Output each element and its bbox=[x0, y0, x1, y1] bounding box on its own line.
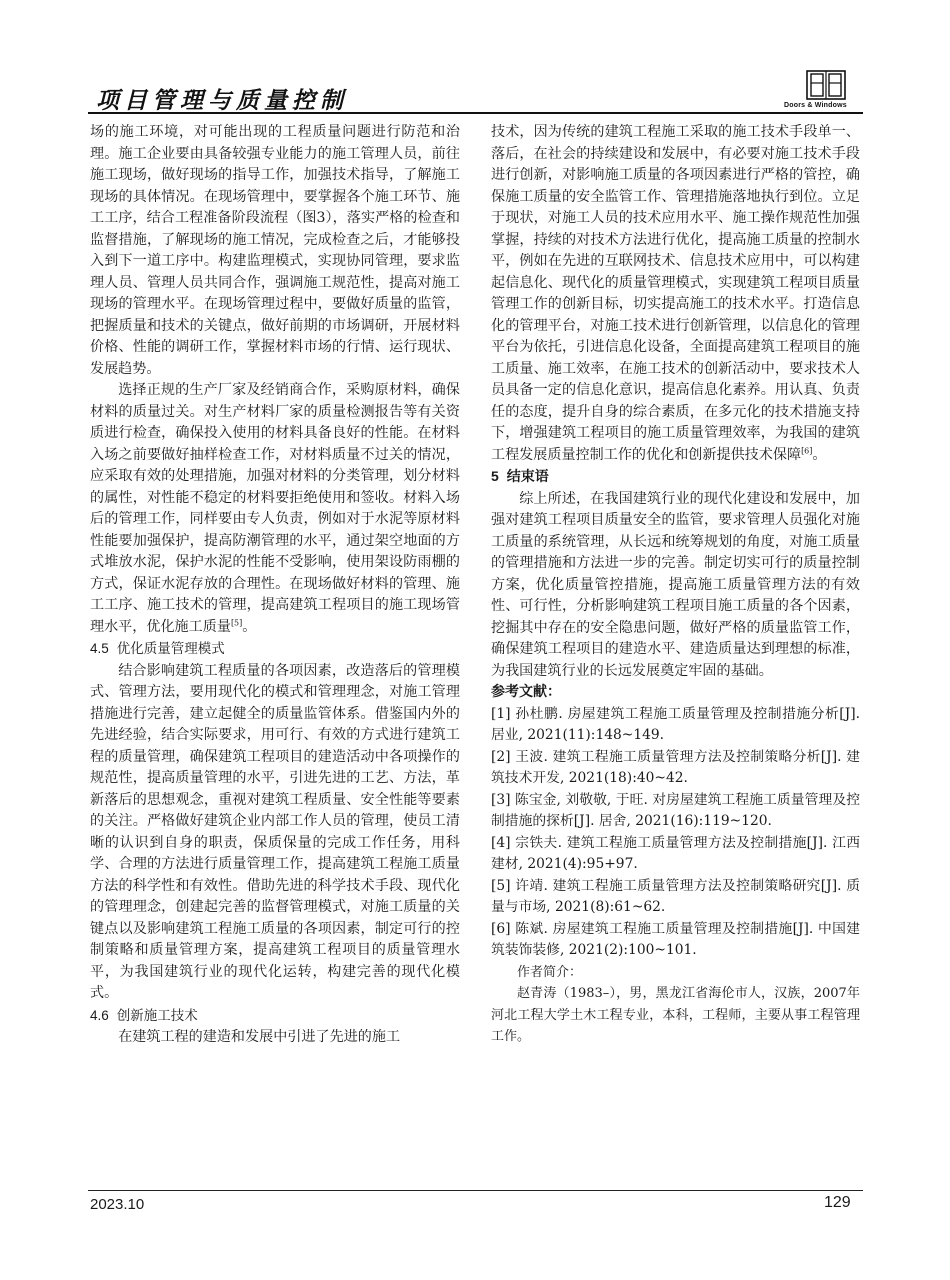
author-bio: 赵青涛（1983–），男，黑龙江省海伦市人，汉族，2007年河北工程大学土木工程专业，本科，工程师，主要从事工程管理工作。 bbox=[491, 986, 860, 1044]
issue-date: 2023.10 bbox=[90, 1196, 145, 1213]
author-heading: 作者简介： bbox=[517, 964, 583, 980]
logo-caption: Doors & Windows bbox=[784, 102, 847, 109]
right-column bbox=[491, 122, 860, 1048]
section-heading: 5 结束语 bbox=[491, 468, 549, 485]
section-heading: 4.6 创新施工技术 bbox=[90, 1007, 198, 1024]
paragraph: 选择正规的生产厂家及经销商合作，采购原材料，确保材料的质量过关。对生产材料厂家的质量检测报告等有关资质进行检查，确保投入使用的材料具备良好的性能。在材料入场之前要做好抽样检查工作，对材料质量不过关的情况，应采取有效的处理措施，加强对材料的分类管理，划分材料的属性，对性能不稳定的材料要拒绝使用和签收。材料入场后的管理工作，同样要由专人负责，例如对于水泥等原材料性能要加强保护，提高防潮管理的水平，通过架空地面的方式堆放水泥，保护水泥的性能不受影响，使用架设防雨棚的方式，保证水泥存放的合理性。在现场做好材料的管理、施工工序、施工技术的管理，提高建筑工程项目的施工现场管理水平，优化施工质量[5]。 bbox=[90, 382, 460, 635]
reference-item: [1] 孙杜鹏. 房屋建筑工程施工质量管理及控制措施分析[J]. 居业, 2021(11):148~149. bbox=[491, 705, 860, 743]
section-heading: 4.5 优化质量管理模式 bbox=[90, 641, 225, 657]
left-column bbox=[90, 122, 460, 1049]
reference-item: [5] 许靖. 建筑工程施工质量管理方法及控制策略研究[J]. 质量与市场, 2021(8):61~62. bbox=[491, 877, 860, 915]
reference-item: [2] 王波. 建筑工程施工质量管理方法及控制策略分析[J]. 建筑技术开发, 2021(18):40~42. bbox=[491, 748, 860, 786]
footer-rule bbox=[88, 1190, 863, 1191]
reference-item: [3] 陈宝金, 刘敬敬, 于旺. 对房屋建筑工程施工质量管理及控制措施的探析[J]. 居舍, 2021(16):119~120. bbox=[491, 791, 860, 829]
paragraph: 综上所述，在我国建筑行业的现代化建设和发展中，加强对建筑工程项目质量安全的监管，要求管理人员强化对施工质量的系统管理，从长远和统筹规划的角度，对施工质量的管理措施和方法进一步的完善。制定切实可行的质量控制方案，优化质量管控措施，提高施工质量管理方法的有效性、可行性，分析影响建筑工程项目施工质量的各个因素，挖掘其中存在的安全隐患问题，做好严格的质量监管工作，确保建筑工程项目的建造水平、建造质量达到理想的标准，为我国建筑行业的长远发展奠定牢固的基础。 bbox=[491, 490, 860, 679]
journal-section-title: 项目管理与质量控制 bbox=[96, 88, 348, 114]
paragraph: 结合影响建筑工程质量的各项因素，改造落后的管理模式、管理方法，要用现代化的模式和管理理念，对施工管理措施进行完善，建立起健全的质量监管体系。借鉴国内外的先进经验，结合实际要求，用可行、有效的方式进行建筑工程的质量管理，确保建筑工程项目的建造活动中各项操作的规范性，提高质量管理的水平，引进先进的工艺、方法，革新落后的思想观念，重视对建筑工程质量、安全性能等要素的关注。严格做好建筑企业内部工作人员的管理，使员工清晰的认识到自身的职责，保质保量的完成工作任务，用科学、合理的方法进行质量管理工作，提高建筑工程施工质量方法的科学性和有效性。借助先进的科学技术手段、现代化的管理理念，创建起完善的监督管理模式，对施工质量的关键点以及影响建筑工程施工质量的各项因素，制定可行的控制策略和质量管理方案，提高建筑工程项目的质量管理水平，为我国建筑行业的现代化运转，构建完善的现代化模式。 bbox=[90, 662, 460, 1001]
paragraph: 技术，因为传统的建筑工程施工采取的施工技术手段单一、落后，在社会的持续建设和发展中，有必要对施工技术手段进行创新，对影响施工质量的各项因素进行严格的管控，确保施工质量的安全监管工作、管理措施落地执行到位。立足于现状，对施工人员的技术应用水平、施工操作规范性加强掌握，持续的对技术方法进行优化，提高施工质量的控制水平，例如在先进的互联网技术、信息技术应用中，可以构建起信息化、现代化的质量管理模式，实现建筑工程项目质量管理工作的创新目标，切实提高施工的技术水平。打造信息化的管理平台，对施工技术进行创新管理，以信息化的管理平台为依托，引进信息化设备，全面提高建筑工程项目的施工质量、施工效率，在施工技术的创新活动中，要求技术人员具备一定的信息化意识，提高信息化素养。用认真、负责任的态度，提升自身的综合素质，在多元化的技术措施支持下，增强建筑工程项目的施工质量管理效率，为我国的建筑工程发展质量控制工作的优化和创新提供技术保障[6]。 bbox=[491, 124, 860, 463]
doors-windows-logo bbox=[806, 70, 846, 100]
references-heading: 参考文献： bbox=[491, 684, 561, 700]
paragraph: 场的施工环境，对可能出现的工程质量问题进行防范和治理。施工企业要由具备较强专业能力的施工管理人员，前往施工现场，做好现场的指导工作，加强技术指导，了解施工现场的具体情况。在现场管理中，要掌握各个施工环节、施工工序，结合工程准备阶段流程（图3），落实严格的检查和监督措施，了解现场的施工情况，完成检查之后，才能够投入到下一道工序中。构建监理模式，实现协同管理，要求监理人员、管理人员共同合作，强调施工规范性，提高对施工现场的管理水平。在现场管理过程中，要做好质量的监管，把握质量和技术的关键点，做好前期的市场调研，开展材料价格、性能的调研工作，掌握材料市场的行情、运行现状、发展趋势。 bbox=[90, 124, 460, 377]
header-rule bbox=[88, 112, 863, 114]
page-number: 129 bbox=[824, 1194, 851, 1211]
reference-item: [4] 宗铁夫. 建筑工程施工质量管理方法及控制措施[J]. 江西建材, 2021(4):95+97. bbox=[491, 834, 860, 872]
citation: [5] bbox=[230, 617, 243, 627]
citation: [6] bbox=[801, 445, 813, 455]
reference-item: [6] 陈斌. 房屋建筑工程施工质量管理及控制措施[J]. 中国建筑装饰装修, 2021(2):100~101. bbox=[491, 920, 860, 958]
paragraph: 在建筑工程的建造和发展中引进了先进的施工 bbox=[118, 1029, 401, 1045]
